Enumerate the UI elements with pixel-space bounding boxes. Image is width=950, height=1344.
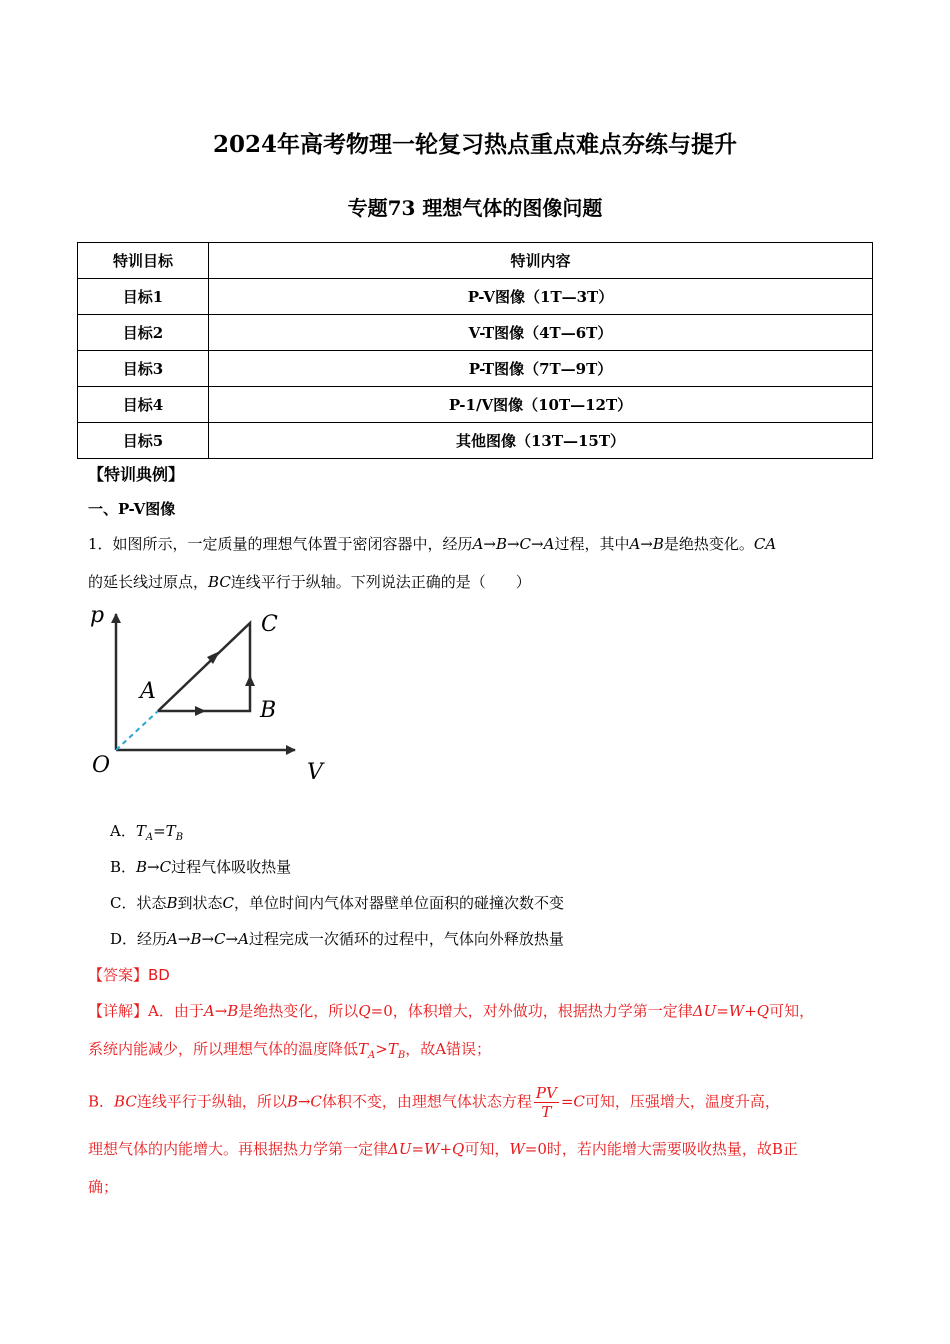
var-q: Q bbox=[358, 1002, 371, 1020]
table-row bbox=[78, 279, 873, 315]
explanation-text: 是绝热变化，所以 bbox=[238, 1002, 359, 1020]
document-subtitle: 专题73 理想气体的图像问题 bbox=[347, 196, 603, 220]
explanation-text: 连线平行于纵轴，所以 bbox=[136, 1092, 287, 1111]
goal-cell: 目标5 bbox=[78, 423, 209, 459]
option-b bbox=[110, 856, 291, 877]
table-header-goal: 特训目标 bbox=[78, 243, 209, 279]
explanation-line-5 bbox=[88, 1176, 118, 1197]
goal-cell: 目标4 bbox=[78, 387, 209, 423]
explanation-text: 系统内能减少，所以理想气体的温度降低 bbox=[88, 1040, 359, 1058]
label-c: C bbox=[261, 612, 278, 637]
table-row bbox=[78, 351, 873, 387]
fraction-numerator: PV bbox=[535, 1084, 557, 1102]
var-t: T bbox=[165, 822, 176, 840]
formula: ΔU=W+Q bbox=[388, 1140, 465, 1158]
explanation-text: ，故A错误； bbox=[405, 1040, 492, 1058]
option-label: C． bbox=[110, 894, 137, 912]
content-cell: 其他图像（13T—15T） bbox=[209, 423, 873, 459]
explanation-text: =0时，若内能增大需要吸收热量，故B正 bbox=[524, 1140, 798, 1158]
var-t: T bbox=[387, 1040, 398, 1058]
cycle-path bbox=[158, 623, 250, 711]
explanation-line-3 bbox=[88, 1084, 780, 1121]
label-p: p bbox=[90, 603, 105, 628]
explanation-text: 可知， bbox=[769, 1002, 815, 1020]
explanation-text: 可知，压强增大，温度升高， bbox=[584, 1092, 780, 1111]
segment-symbol: BC bbox=[208, 573, 231, 591]
option-c bbox=[110, 892, 564, 913]
goal-cell: 目标1 bbox=[78, 279, 209, 315]
process-symbol: A→B→C→A bbox=[472, 535, 555, 553]
process-symbol: A→B bbox=[629, 535, 664, 553]
fraction-denominator: T bbox=[541, 1103, 552, 1121]
process-symbol: B→C bbox=[136, 858, 172, 876]
goals-table bbox=[77, 242, 873, 459]
question-text: 连线平行于纵轴。下列说法正确的是（ ） bbox=[230, 573, 531, 591]
answer-label: 【答案】 bbox=[88, 966, 149, 984]
answer-line bbox=[88, 964, 170, 985]
explanation-text: A．由于 bbox=[148, 1002, 204, 1020]
document-title: 2024年高考物理一轮复习热点重点难点夯练与提升 bbox=[212, 131, 737, 158]
gt-sign: > bbox=[375, 1040, 388, 1058]
segment-symbol: CA bbox=[753, 535, 777, 553]
answer-value: BD bbox=[148, 966, 170, 984]
goal-cell: 目标3 bbox=[78, 351, 209, 387]
option-text: ，单位时间内气体对器壁单位面积的碰撞次数不变 bbox=[234, 894, 565, 912]
question-text: 过程，其中 bbox=[554, 535, 630, 553]
option-text: 过程气体吸收热量 bbox=[171, 858, 292, 876]
explanation-text: 理想气体的内能增大。再根据热力学第一定律 bbox=[88, 1140, 389, 1158]
label-v: V bbox=[307, 760, 323, 785]
content-cell: P-T图像（7T—9T） bbox=[209, 351, 873, 387]
option-text: 状态 bbox=[136, 894, 167, 912]
option-text: 经历 bbox=[137, 930, 168, 948]
var-t: T bbox=[358, 1040, 369, 1058]
option-label: A． bbox=[110, 822, 136, 840]
option-label: B． bbox=[110, 858, 137, 876]
question-text: 如图所示，一定质量的理想气体置于密闭容器中，经历 bbox=[112, 535, 473, 553]
subscript: A bbox=[145, 832, 154, 843]
var-t: T bbox=[135, 822, 146, 840]
table-row bbox=[78, 315, 873, 351]
table-header-content: 特训内容 bbox=[209, 243, 873, 279]
fraction-pv-over-t bbox=[534, 1084, 559, 1121]
label-a: A bbox=[140, 679, 156, 704]
content-cell: P-V图像（1T—3T） bbox=[209, 279, 873, 315]
table-row bbox=[78, 423, 873, 459]
equals: = bbox=[153, 822, 166, 840]
question-text: 的延长线过原点， bbox=[88, 573, 209, 591]
table-row bbox=[78, 387, 873, 423]
state-symbol: B bbox=[166, 894, 178, 912]
ca-extension-dashed bbox=[116, 711, 158, 750]
option-text: 过程完成一次循环的过程中，气体向外释放热量 bbox=[248, 930, 564, 948]
content-cell: P-1/V图像（10T—12T） bbox=[209, 387, 873, 423]
process-symbol: A→B bbox=[203, 1002, 239, 1020]
process-symbol: B→C bbox=[286, 1092, 322, 1111]
label-o: O bbox=[92, 753, 111, 778]
explanation-line-4 bbox=[88, 1138, 798, 1159]
subsection-heading: 一、P-V图像 bbox=[88, 500, 176, 518]
option-a bbox=[110, 820, 183, 843]
subscript: A bbox=[368, 1050, 376, 1061]
subscript: B bbox=[175, 832, 184, 843]
arrow-bc-icon bbox=[245, 675, 255, 686]
label-b: B bbox=[260, 698, 277, 723]
arrow-ab-icon bbox=[195, 706, 206, 716]
state-symbol: C bbox=[222, 894, 235, 912]
explanation-text: 可知， bbox=[464, 1140, 510, 1158]
process-symbol: A→B→C→A bbox=[167, 930, 249, 948]
option-d bbox=[110, 928, 564, 949]
segment-symbol: BC bbox=[114, 1092, 137, 1111]
table-header-row bbox=[78, 243, 873, 279]
section-heading: 【特训典例】 bbox=[88, 465, 185, 484]
explanation-label: 【详解】 bbox=[88, 1002, 149, 1020]
explanation-line-2 bbox=[88, 1038, 491, 1061]
explanation-text: 确； bbox=[88, 1178, 119, 1196]
pv-diagram bbox=[85, 600, 335, 790]
explanation-text: =0，体积增大，对外做功，根据热力学第一定律 bbox=[370, 1002, 693, 1020]
option-label: D． bbox=[110, 930, 138, 948]
question-line-2 bbox=[88, 572, 531, 592]
explanation-text: B． bbox=[88, 1092, 115, 1111]
equals-c: =C bbox=[560, 1092, 585, 1111]
subscript: B bbox=[397, 1050, 406, 1061]
question-number: 1． bbox=[88, 535, 113, 553]
question-line-1 bbox=[88, 534, 776, 554]
var-w: W bbox=[509, 1140, 525, 1158]
option-text: 到状态 bbox=[177, 894, 223, 912]
content-cell: V-T图像（4T—6T） bbox=[209, 315, 873, 351]
formula: ΔU=W+Q bbox=[692, 1002, 770, 1020]
question-text: 是绝热变化。 bbox=[663, 535, 754, 553]
explanation-line-1 bbox=[88, 1000, 814, 1021]
explanation-text: 体积不变，由理想气体状态方程 bbox=[321, 1092, 532, 1111]
goal-cell: 目标2 bbox=[78, 315, 209, 351]
